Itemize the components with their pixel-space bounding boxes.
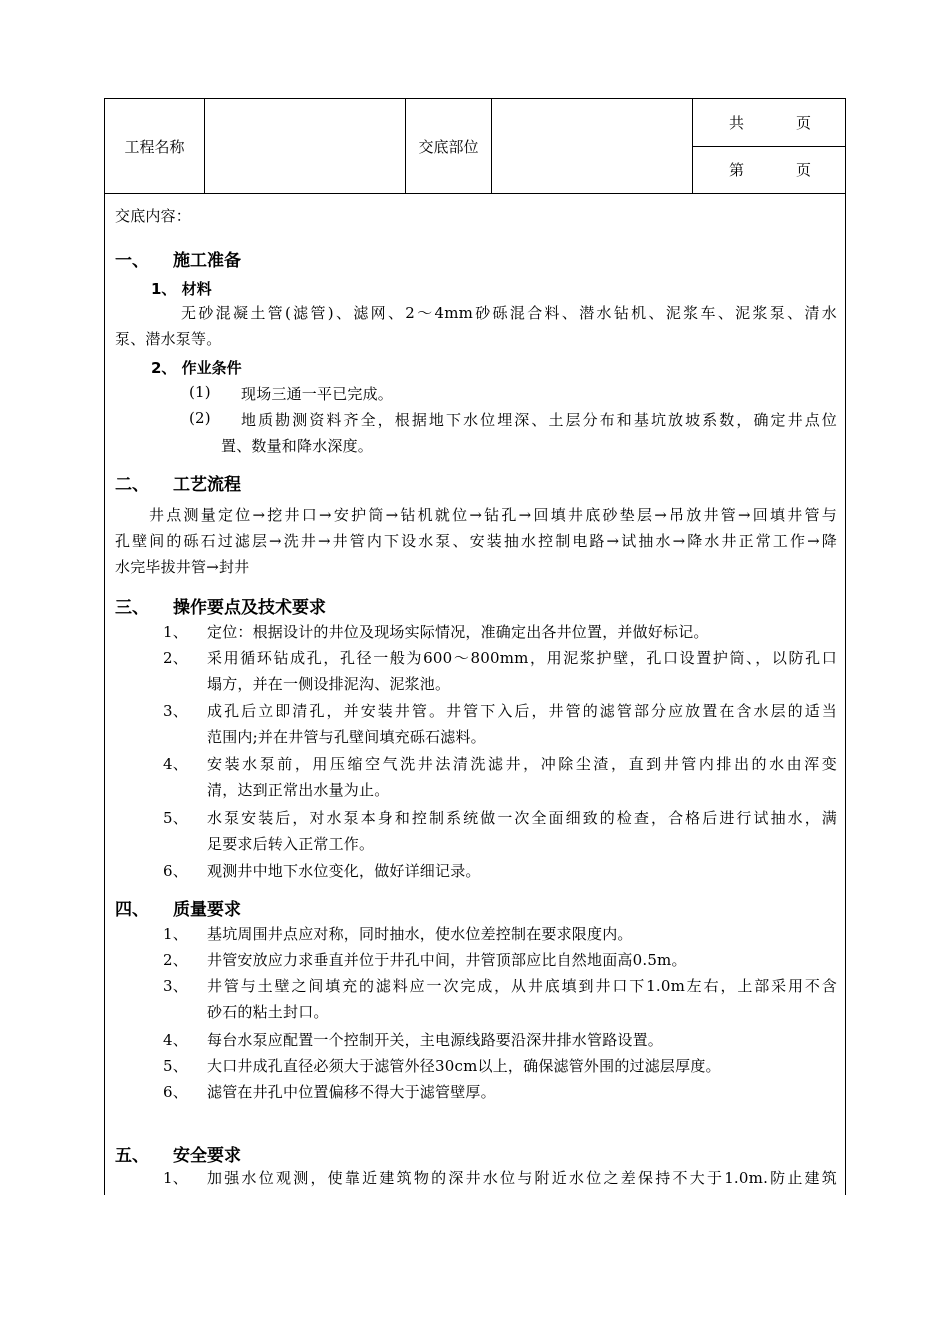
op-item-text-cont: 清，达到正常出水量为止。 xyxy=(207,781,390,799)
disclosure-form xyxy=(104,98,846,1195)
form-header xyxy=(105,99,845,194)
conditions-heading: 2、 作业条件 xyxy=(151,359,242,377)
page-number xyxy=(693,146,845,193)
condition1-text: 现场三通一平已完成。 xyxy=(241,385,394,403)
process-flow-line2: 孔壁间的砾石过滤层→洗井→井管内下设水泵、安装抽水控制电路→试抽水→降水井正常工作→降 xyxy=(115,532,837,550)
quality-item-number: 4、 xyxy=(163,1031,188,1049)
quality-item-number: 1、 xyxy=(163,925,188,943)
section2-number: 二、 xyxy=(115,475,149,495)
materials-text-line2: 泵、潜水泵等。 xyxy=(115,330,222,348)
materials-text-line1: 无砂混凝土管(滤管)、滤网、2～4mm砂砾混合料、潜水钻机、泥浆车、泥浆泵、清水 xyxy=(181,304,837,322)
op-item-text: 成孔后立即清孔，并安装井管。井管下入后，井管的滤管部分应放置在含水层的适当 xyxy=(207,702,837,720)
op-item-text: 定位：根据设计的井位及现场实际情况，准确定出各井位置，并做好标记。 xyxy=(207,623,709,641)
quality-item-number: 3、 xyxy=(163,977,188,995)
op-item-number: 6、 xyxy=(163,862,188,880)
op-item-number: 4、 xyxy=(163,755,188,773)
quality-item-text: 每台水泵应配置一个控制开关，主电源线路要沿深井排水管路设置。 xyxy=(207,1031,664,1049)
section4-number: 四、 xyxy=(115,900,149,920)
quality-item-text: 基坑周围井点应对称，同时抽水，使水位差控制在要求限度内。 xyxy=(207,925,633,943)
condition2-text-line2: 置、数量和降水深度。 xyxy=(221,437,374,455)
location-label: 交底部位 xyxy=(406,99,492,193)
quality-item-number: 6、 xyxy=(163,1083,188,1101)
page-number-prefix: 第 xyxy=(729,161,745,179)
section2-title: 工艺流程 xyxy=(173,475,241,495)
section3-title: 操作要点及技术要求 xyxy=(173,598,326,618)
condition2-text-line1: 地质勘测资料齐全，根据地下水位埋深、土层分布和基坑放坡系数，确定井点位 xyxy=(241,411,837,429)
quality-item-text: 大口井成孔直径必须大于滤管外径30cm以上，确保滤管外围的过滤层厚度。 xyxy=(207,1057,721,1075)
op-item-number: 3、 xyxy=(163,702,188,720)
op-item-text-cont: 范围内;并在井管与孔壁间填充砾石滤料。 xyxy=(207,728,486,746)
total-pages-suffix: 页 xyxy=(796,114,812,132)
project-name-label: 工程名称 xyxy=(105,99,205,193)
quality-item-text: 井管安放应力求垂直并位于井孔中间，井管顶部应比自然地面高0.5m。 xyxy=(207,951,687,969)
section5-number: 五、 xyxy=(115,1146,149,1166)
op-item-text-cont: 足要求后转入正常工作。 xyxy=(207,835,375,853)
total-pages xyxy=(693,99,845,147)
op-item-text: 采用循环钻成孔，孔径一般为600～800mm，用泥浆护壁，孔口设置护筒、，以防孔口 xyxy=(207,649,837,667)
content-label: 交底内容： xyxy=(115,207,192,225)
op-item-number: 5、 xyxy=(163,809,188,827)
section3-number: 三、 xyxy=(115,598,149,618)
section1-number: 一、 xyxy=(115,251,149,271)
project-name-field[interactable] xyxy=(205,99,406,193)
op-item-number: 2、 xyxy=(163,649,188,667)
total-pages-prefix: 共 xyxy=(729,114,745,132)
condition2-number: (2) xyxy=(189,409,211,427)
safety-item-text: 加强水位观测，使靠近建筑物的深井水位与附近水位之差保持不大于1.0m.防止建筑 xyxy=(207,1169,837,1187)
quality-item-text: 井管与土壁之间填充的滤料应一次完成，从井底填到井口下1.0m左右，上部采用不含 xyxy=(207,977,837,995)
location-field[interactable] xyxy=(492,99,693,193)
quality-item-number: 2、 xyxy=(163,951,188,969)
safety-item-number: 1、 xyxy=(163,1169,188,1187)
op-item-text: 安装水泵前，用压缩空气洗井法清洗滤井，冲除尘渣，直到井管内排出的水由浑变 xyxy=(207,755,837,773)
condition1-number: (1) xyxy=(189,383,211,401)
page-number-suffix: 页 xyxy=(796,161,812,179)
op-item-number: 1、 xyxy=(163,623,188,641)
section4-title: 质量要求 xyxy=(173,900,241,920)
quality-item-number: 5、 xyxy=(163,1057,188,1075)
process-flow-line1: 井点测量定位→挖井口→安护筒→钻机就位→钻孔→回填井底砂垫层→吊放井管→回填井管与 xyxy=(149,506,837,524)
op-item-text: 观测井中地下水位变化，做好详细记录。 xyxy=(207,862,481,880)
op-item-text: 水泵安装后，对水泵本身和控制系统做一次全面细致的检查，合格后进行试抽水，满 xyxy=(207,809,837,827)
op-item-text-cont: 塌方，并在一侧设排泥沟、泥浆池。 xyxy=(207,675,451,693)
section1-title: 施工准备 xyxy=(173,251,241,271)
quality-item-text-cont: 砂石的粘土封口。 xyxy=(207,1003,329,1021)
quality-item-text: 滤管在井孔中位置偏移不得大于滤管壁厚。 xyxy=(207,1083,496,1101)
section5-title: 安全要求 xyxy=(173,1146,241,1166)
process-flow-line3: 水完毕拔井管→封井 xyxy=(115,558,250,576)
materials-heading: 1、 材料 xyxy=(151,280,212,298)
